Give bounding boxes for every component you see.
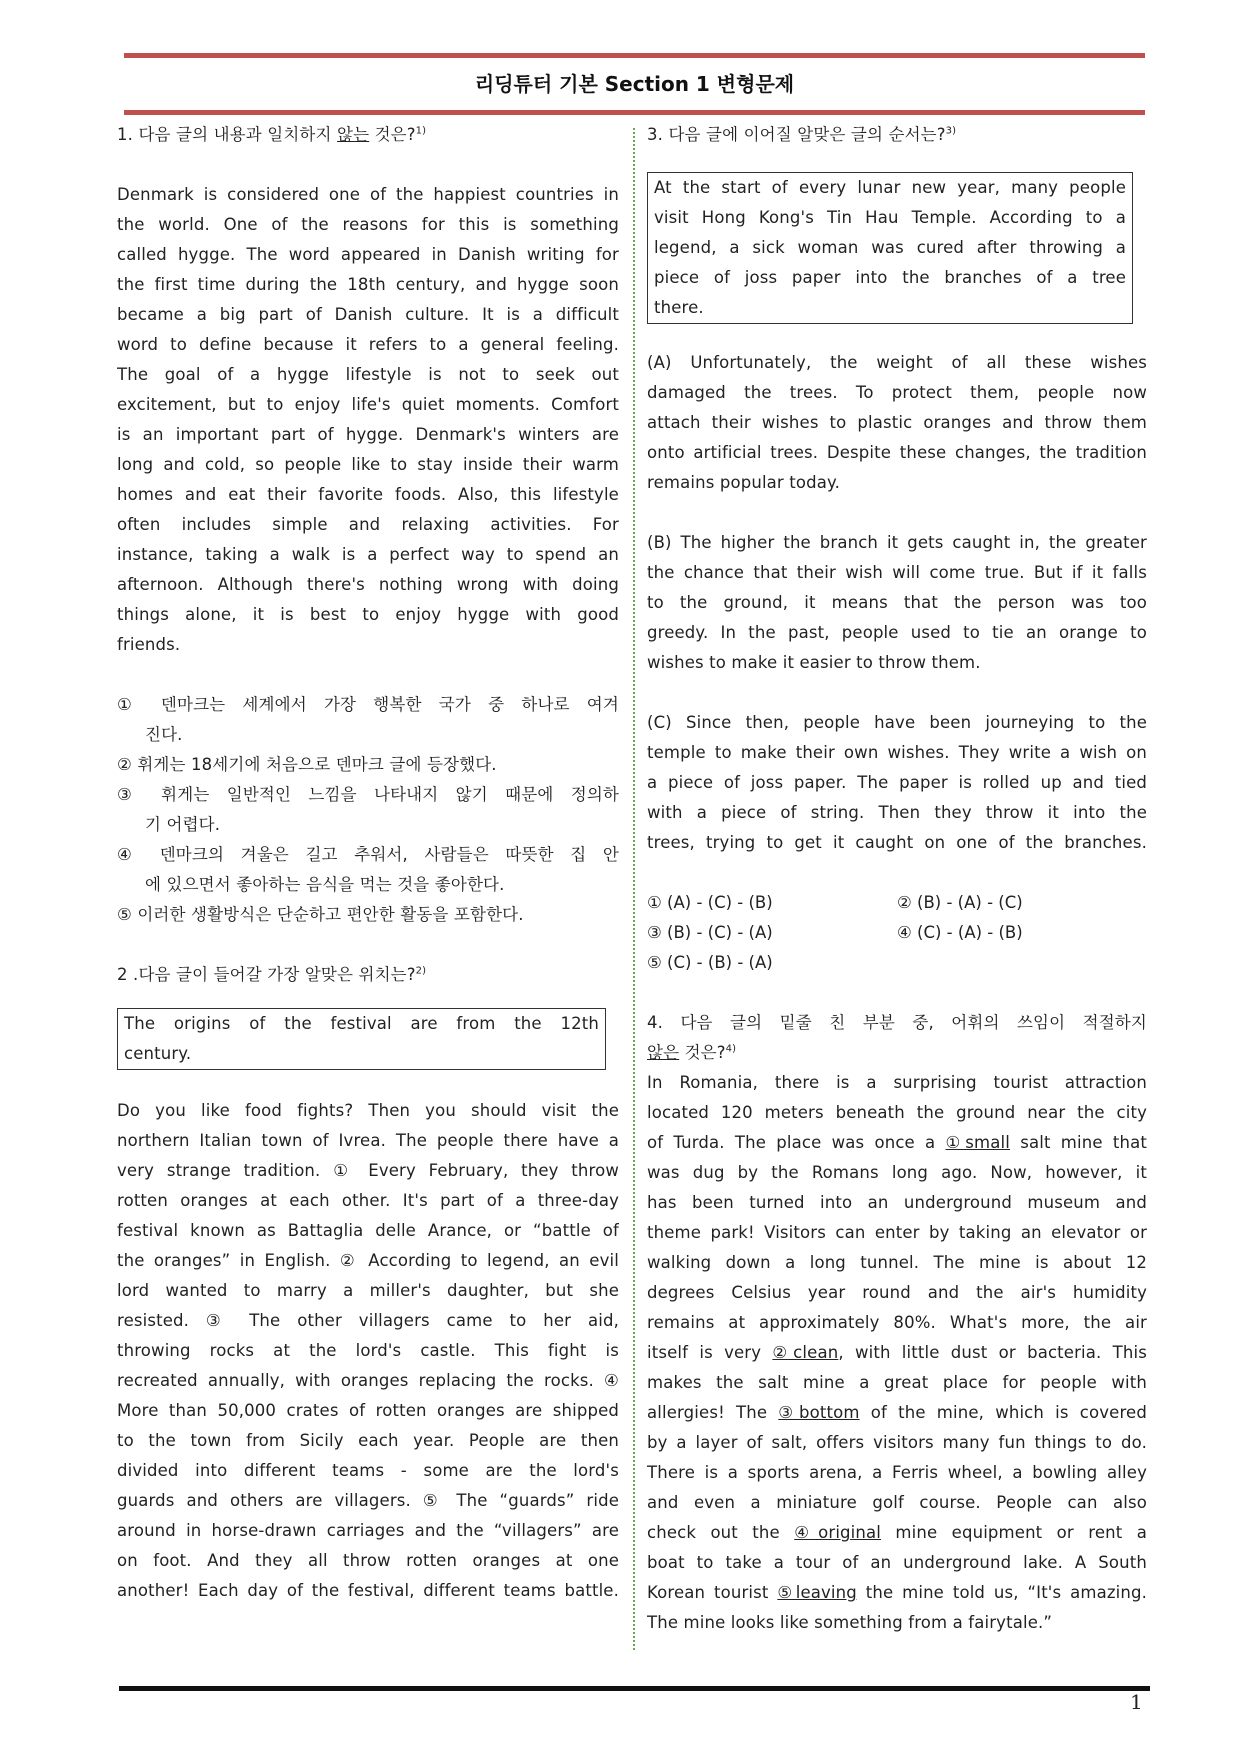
q3-option-2[interactable]: ② (B) - (A) - (C): [897, 893, 1023, 912]
q1-question: 1. 다음 글의 내용과 일치하지 않는 것은?$^{1)}$: [117, 125, 427, 144]
q1-passage: Denmark is considered one of the happiest countries in the world. One of the reasons for this is something called hygge. The word appeared in Danish writing for the first time during the 18th century, and hygge soon became a big part of Danish culture. It is a difficult word to define because it refers to a general feeling. The goal of a hygge lifestyle is not to seek out excitement, but to enjoy life's quiet moments. Comfort is an important part of hygge. Denmark's winters are long and cold, so people like to stay inside their warm homes and eat their favorite foods. Also, this lifestyle often includes simple and relaxing activities. For instance, taking a walk is a perfect way to spend an afternoon. Although there's nothing wrong with doing things alone, it is best to enjoy hygge with good friends.: [117, 185, 619, 654]
q4-passage: In Romania, there is a surprising tourist attraction located 120 meters beneath the ground near the city of Turda. The place was once a ①small salt mine that was dug by the Romans long ago. Now, however, it has been turned into an underground museum and theme park! Visitors can enter by taking an elevator or walking down a long tunnel. The mine is about 12 degrees Celsius year round and the air's humidity remains at approximately 80%. What's more, the air itself is very ②clean, with little dust or bacteria. This makes the salt mine a great place for people with allergies! The ③bottom of the mine, which is covered by a layer of salt, offers visitors many fun things to do. There is a sports arena, a Ferris wheel, a bowling alley and even a miniature golf course. People can also check out the ④original mine equipment or rent a boat to take a tour of an underground lake. A South Korean tourist ⑤leaving the mine told us, “It's amazing. The mine looks like something from a fairytale.”: [647, 1073, 1147, 1632]
q4-underline-4[interactable]: ④original: [794, 1523, 882, 1542]
q3-option-1[interactable]: ① (A) - (C) - (B): [647, 893, 773, 912]
q1-option-5[interactable]: ⑤ 이러한 생활방식은 단순하고 편안한 활동을 포함한다.: [117, 905, 524, 924]
q3-options: [647, 888, 1147, 978]
q3-paragraph-b: (B) The higher the branch it gets caught in, the greater the chance that their wish will come true. But if it falls to the ground, it means that the person was too greedy. In the past, people used to tie an orange to wishes to make it easier to throw them.: [647, 533, 1147, 672]
q3-paragraph-c: (C) Since then, people have been journeying to the temple to make their own wishes. They write a wish on a piece of joss paper. The paper is rolled up and tied with a piece of string. Then they throw it into the trees, trying to get it caught on one of the branches.: [647, 713, 1147, 852]
q4-question: 4. 다음 글의 밑줄 친 부분 중, 어휘의 쓰임이 적절하지 않은 것은?$^{4)}$: [647, 1013, 1147, 1062]
q3-intro-box: At the start of every lunar new year, many people visit Hong Kong's Tin Hau Temple. According to a legend, a sick woman was cured after throwing a piece of joss paper into the branches of a tree there.: [647, 172, 1133, 324]
q4-underline-5[interactable]: ⑤leaving: [777, 1583, 857, 1602]
q2-question: 2 .다음 글이 들어갈 가장 알맞은 위치는?$^{2)}$: [117, 965, 427, 984]
q1-option-4[interactable]: ④ 덴마크의 겨울은 길고 추워서, 사람들은 따뜻한 집 안: [117, 845, 619, 864]
q1-options: ① 덴마크는 세계에서 가장 행복한 국가 중 하나로 여겨 진다. ② 휘게는 18세기에 처음으로 덴마크 글에 등장했다. ③ 휘게는 일반적인 느낌을 나타내지 않기 때문에 정의하 기 어렵다. ④ 덴마크의 겨울은 길고 추워서, 사람들은 따뜻한 집 안 에 있으면서 좋아하는 음식을 먹는 것을 좋아한다. ⑤ 이러한 생활방식은 단순하고 편안한 활동을 포함한다.: [117, 690, 619, 930]
q3-option-5[interactable]: ⑤ (C) - (B) - (A): [647, 953, 773, 972]
page-title: 리딩튜터 기본 Section 1 변형문제: [474, 72, 795, 96]
page-number: 1: [1130, 1690, 1143, 1714]
q2-given-sentence-box: The origins of the festival are from the 12th century.: [117, 1008, 606, 1070]
q4-underline-1[interactable]: ①small: [945, 1133, 1010, 1152]
footer-rule: [119, 1686, 1150, 1691]
q2-passage: Do you like food fights? Then you should visit the northern Italian town of Ivrea. The people there have a very strange tradition. ① Every February, they throw rotten oranges at each other. It's part of a three-day festival known as Battaglia delle Arance, or “battle of the oranges” in English. ② According to legend, an evil lord wanted to marry a miller's daughter, but she resisted. ③ The other villagers came to her aid, throwing rocks at the lord's castle. This fight is recreated annually, with oranges replacing the rocks. ④ More than 50,000 crates of rotten oranges are shipped to the town from Sicily each year. People are then divided into different teams - some are the lord's guards and others are villagers. ⑤ The “guards” ride around in horse-drawn carriages and the “villagers” are on foot. And they all throw rotten oranges at one another! Each day of the festival, different teams battle.: [117, 1101, 619, 1600]
q3-option-4[interactable]: ④ (C) - (A) - (B): [897, 923, 1023, 942]
q4-underline-3[interactable]: ③bottom: [778, 1403, 860, 1422]
q1-option-3[interactable]: ③ 휘게는 일반적인 느낌을 나타내지 않기 때문에 정의하: [117, 785, 619, 804]
left-column: [117, 120, 619, 1606]
q3-question: 3. 다음 글에 이어질 알맞은 글의 순서는?$^{3)}$: [647, 125, 957, 144]
column-divider: [633, 128, 635, 1650]
q1-option-2[interactable]: ② 휘게는 18세기에 처음으로 덴마크 글에 등장했다.: [117, 755, 497, 774]
header-top-rule: [124, 53, 1145, 58]
q3-paragraph-a: (A) Unfortunately, the weight of all these wishes damaged the trees. To protect them, people now attach their wishes to plastic oranges and throw them onto artificial trees. Despite these changes, the tradition remains popular today.: [647, 353, 1147, 492]
q4-underline-2[interactable]: ②clean: [772, 1343, 839, 1362]
right-column: [647, 120, 1147, 1638]
q3-option-3[interactable]: ③ (B) - (C) - (A): [647, 923, 773, 942]
q1-option-1[interactable]: ① 덴마크는 세계에서 가장 행복한 국가 중 하나로 여겨: [117, 695, 619, 714]
header-bottom-rule: [124, 110, 1145, 115]
